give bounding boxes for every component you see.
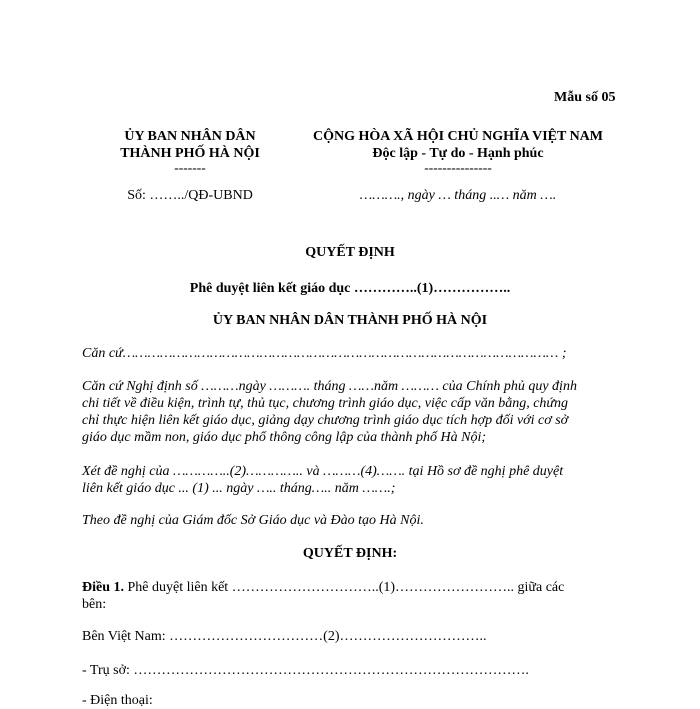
basis-decree-line-3: chỉ thực hiện liên kết giáo dục, giảng dạy chương trình giáo dục tích hợp đối với cơ sở (82, 413, 569, 428)
issuer-header-line2: THÀNH PHỐ HÀ NỘI (120, 146, 260, 161)
vietnam-party-field: Bên Việt Nam: ……………………………(2)………………………….. (82, 629, 487, 644)
basis-director: Theo đề nghị của Giám đốc Sở Giáo dục và Đào tạo Hà Nội. (82, 513, 424, 528)
national-title: CỘNG HÒA XÃ HỘI CHỦ NGHĨA VIỆT NAM (312, 129, 604, 144)
basis-decree-line-2: chi tiết về điều kiện, trình tự, thủ tục, chương trình giáo dục, việc cấp văn bằng, chứng (82, 396, 569, 411)
decision-heading: QUYẾT ĐỊNH: (302, 546, 398, 561)
article-1-text: Phê duyệt liên kết …………………………..(1)…………………….. giữa các (127, 580, 565, 595)
issuer-header-rule: ------- (174, 160, 206, 175)
decision-subtitle: Phê duyệt liên kết giáo dục …………..(1)…………….. (189, 281, 511, 296)
article-1-label: Điều 1. (82, 580, 124, 595)
basis-decree-line-4: giáo dục mầm non, giáo dục phổ thông công lập của thành phố Hà Nội; (82, 430, 487, 445)
form-number: Mẫu số 05 (554, 90, 616, 105)
issuer-header-line1: ỦY BAN NHÂN DÂN (124, 129, 256, 144)
national-motto: Độc lập - Tự do - Hạnh phúc (372, 146, 544, 161)
basis-can-cu: Căn cứ…………………………………………………………………………………………… ; (82, 346, 567, 361)
national-rule: --------------- (424, 160, 492, 175)
date-line: ………., ngày … tháng ..… năm …. (359, 188, 557, 203)
basis-proposal-line-1: Xét đề nghị của …………..(2)………….. và ………(4)……. tại Hồ sơ đề nghị phê duyệt (82, 464, 564, 479)
decision-title: QUYẾT ĐỊNH (305, 245, 395, 260)
basis-proposal-line-2: liên kết giáo dục ... (1) ... ngày ….. tháng….. năm …….; (82, 481, 396, 496)
issuing-authority: ỦY BAN NHÂN DÂN THÀNH PHỐ HÀ NỘI (212, 313, 488, 328)
document-number: Số: ……../QĐ-UBND (127, 188, 253, 203)
article-1 (82, 580, 564, 596)
phone-field: - Điện thoại: (82, 693, 153, 708)
basis-decree-line-1: Căn cứ Nghị định số ………ngày ………. tháng ……năm ……… của Chính phủ quy định (82, 379, 577, 394)
article-1-text-cont: bên: (82, 597, 107, 612)
headquarters-field: - Trụ sở: …………………………………………………………………………. (82, 663, 529, 678)
